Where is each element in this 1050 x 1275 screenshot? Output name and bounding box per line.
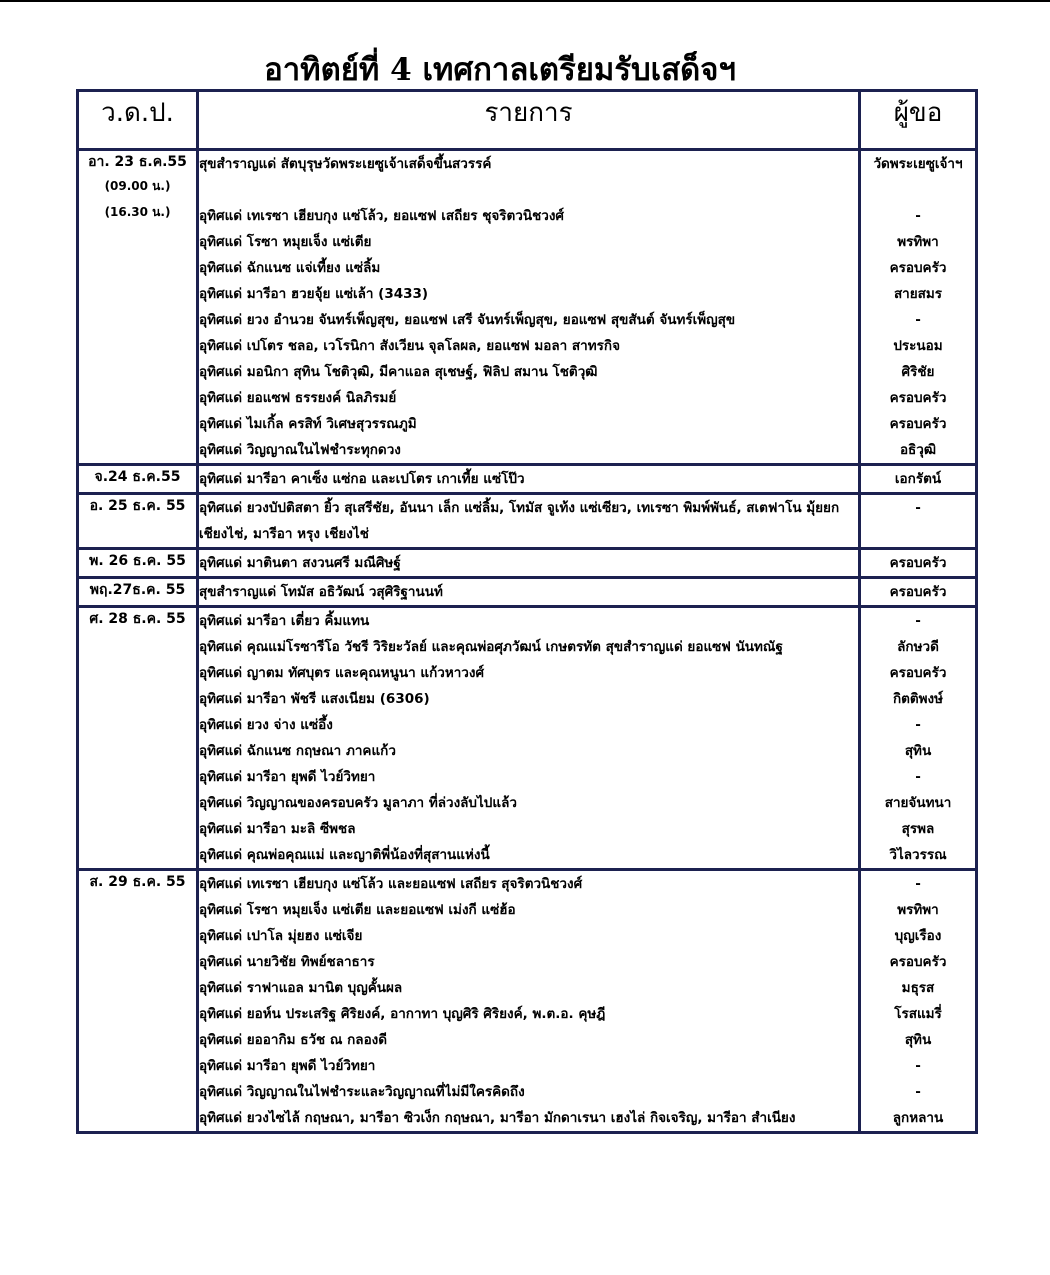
requester: บุญเรือง (894, 928, 942, 944)
list-item: อุทิศแด่ ญาตม ทัศบุตร และคุณหนูนา แก้วหาวงศ์ (199, 665, 485, 681)
list-item: อุทิศแด่ มารีอา พัชรี แสงเนียม (6306) (199, 691, 430, 707)
list-item: อุทิศแด่ วิญญาณในไฟชำระและวิญญาณที่ไม่มีใครคิดถึง (199, 1084, 525, 1100)
list-item: อุทิศแด่ นายวิชัย ทิพย์ชลาธาร (199, 954, 375, 970)
requester: - (915, 208, 921, 224)
header-date: ว.ด.ป. (78, 91, 198, 150)
list-item: อุทิศแด่ ยวงบัปติสตา ยิ้ว สุเสรีชัย, อันนา เล็ก แซ่ลิ้ม, โทมัส จูเท้ง แซ่เซียว, เทเรซา พิมพ์พันธ์, สเตฟาโน มุ้ยยก เชียงไช่, มารีอา หรุง เชียงไช่ (199, 500, 840, 542)
date-cell: พฤ.27ธ.ค. 55 (78, 578, 198, 607)
items-cell (198, 607, 860, 870)
requester: อธิวุฒิ (899, 442, 937, 458)
list-item: สุขสำราญแด่ โทมัส อธิวัฒน์ วสุศิริฐานนท์ (199, 584, 443, 600)
requester: - (915, 312, 921, 328)
list-item: อุทิศแด่ มารีอา เตี่ยว คิ้มแทน (199, 613, 370, 629)
date-cell: อา. 23 ธ.ค.55 (09.00 น.) (16.30 น.) (78, 150, 198, 465)
requester: - (915, 769, 921, 785)
items-cell (198, 870, 860, 1133)
requester: ครอบครัว (889, 954, 947, 970)
date-cell: พ. 26 ธ.ค. 55 (78, 549, 198, 578)
requester: สายสมร (893, 286, 943, 302)
requester: วัดพระเยซูเจ้าฯ (873, 156, 963, 172)
list-item: อุทิศแด่ มารีอา มะลิ ซีพชล (199, 821, 356, 837)
requester: ศิริชัย (901, 364, 935, 380)
items-cell (198, 578, 860, 607)
table-row (78, 607, 977, 870)
table-row (78, 150, 977, 465)
requester: ครอบครัว (889, 260, 947, 276)
requester: - (915, 500, 921, 516)
list-item: อุทิศแด่ เปาโล มุ่ยฮง แซ่เจีย (199, 928, 363, 944)
header-row (78, 91, 977, 150)
list-item: อุทิศแด่ ไมเกิ้ล ครสิท์ วิเศษสุวรรณภูมิ (199, 416, 417, 432)
requester: พรทิพา (897, 234, 939, 250)
list-item: อุทิศแด่ เปโตร ชลอ, เวโรนิกา สังเวียน จุลโลผล, ยอแซฟ มอลา สาทรกิจ (199, 338, 620, 354)
requester: - (915, 717, 921, 733)
date-cell: จ.24 ธ.ค.55 (78, 465, 198, 494)
requester: พรทิพา (897, 902, 939, 918)
page-title: อาทิตย์ที่ 4 เทศกาลเตรียมรับเสด็จฯ (264, 52, 736, 88)
list-item: อุทิศแด่ มารีอา คาเซ็ง แซ่กอ และเปโตร เกาเที้ย แซ่โป๊ว (199, 471, 525, 487)
table-row (78, 465, 977, 494)
header-requester: ผู้ขอ (860, 91, 977, 150)
table-row (78, 578, 977, 607)
list-item: อุทิศแด่ มารีอา ฮวยจุ้ย แซ่เล้า (3433) (199, 286, 429, 302)
requester: ประนอม (893, 338, 943, 354)
requester: ลูกหลาน (892, 1110, 944, 1126)
list-item: อุทิศแด่ วิญญาณในไฟชำระทุกดวง (199, 442, 401, 458)
list-item: อุทิศแด่ ยวงไซไล้ กฤษณา, มารีอา ซิวเง็ก กฤษณา, มารีอา มักดาเรนา เฮงไล่ กิจเจริญ, มารีอา สำเนียง (199, 1110, 796, 1126)
date-cell: ศ. 28 ธ.ค. 55 (78, 607, 198, 870)
requester: ครอบครัว (889, 584, 947, 600)
requester: ลักษวดี (897, 639, 939, 655)
list-item: อุทิศแด่ โรซา หมุยเจ็ง แซ่เตีย (199, 234, 372, 250)
list-item: อุทิศแด่ ยวง จ่าง แซ่อึ้ง (199, 717, 333, 733)
requester-cell (860, 578, 977, 607)
date-cell: ส. 29 ธ.ค. 55 (78, 870, 198, 1133)
requester-cell (860, 494, 977, 549)
requester-cell (860, 549, 977, 578)
list-item: อุทิศแด่ ยออากิม ธวัช ณ กลองดี (199, 1032, 388, 1048)
requester: - (915, 1058, 921, 1074)
table-row (78, 870, 977, 1133)
list-item: อุทิศแด่ มารีอา ยุพดี ไวย์วิทยา (199, 769, 376, 785)
list-item: อุทิศแด่ มารีอา ยุพดี ไวย์วิทยา (199, 1058, 376, 1074)
requester-cell (860, 465, 977, 494)
requester-cell (860, 607, 977, 870)
list-item: อุทิศแด่ วิญญาณของครอบครัว มูลาภา ที่ล่วงลับไปแล้ว (199, 795, 517, 811)
requester: ครอบครัว (889, 665, 947, 681)
requester: วิไลวรรณ (889, 847, 947, 863)
table-row (78, 494, 977, 549)
requester: กิตติพงษ์ (892, 691, 944, 707)
requester: ครอบครัว (889, 555, 947, 571)
requester: เอกรัตน์ (894, 471, 942, 487)
header-items: รายการ (198, 91, 860, 150)
requester: มธุรส (901, 980, 935, 996)
requester: ครอบครัว (889, 416, 947, 432)
list-item: อุทิศแด่ เทเรซา เฮียบกุง แซ่โล้ว และยอแซฟ เสถียร สุจริตวนิชวงศ์ (199, 876, 583, 892)
top-rule (0, 0, 1050, 2)
list-item: อุทิศแด่ คุณแม่โรซารีโอ วัชรี วิริยะวัลย์ และคุณพ่อศุภวัฒน์ เกษตรทัต สุขสำราญแด่ ยอแซฟ นันทณัฐ (199, 639, 783, 655)
list-item: สุขสำราญแด่ สัตบุรุษวัดพระเยซูเจ้าเสด็จขึ้นสวรรค์ (199, 156, 492, 172)
items-cell (198, 494, 860, 549)
mass-intention-table (76, 89, 978, 1134)
list-item: อุทิศแด่ โรซา หมุยเจ็ง แซ่เตีย และยอแซฟ เม่งกี แซ่ฮ้อ (199, 902, 516, 918)
requester: - (915, 613, 921, 629)
list-item: อุทิศแด่ ฉักแนซ กฤษณา ภาคแก้ว (199, 743, 396, 759)
items-cell (198, 549, 860, 578)
items-cell (198, 465, 860, 494)
requester-cell (860, 870, 977, 1133)
list-item: อุทิศแด่ ยอห์น ประเสริฐ ศิริยงค์, อากาทา บุญศิริ ศิริยงค์, พ.ต.อ. คุษฎี (199, 1006, 606, 1022)
list-item: อุทิศแด่ เทเรซา เฮียบกุง แซ่โล้ว, ยอแซฟ เสถียร ชุจริตวนิชวงศ์ (199, 208, 564, 224)
requester: - (915, 876, 921, 892)
requester: - (915, 1084, 921, 1100)
list-item: อุทิศแด่ มอนิกา สุทิน โชติวุฒิ, มีคาแอล สุเชษฐ์, ฟิลิป สมาน โชติวุฒิ (199, 364, 598, 380)
list-item: อุทิศแด่ คุณพ่อคุณแม่ และญาติพี่น้องที่สุสานแห่งนี้ (199, 847, 490, 863)
requester: สายจันทนา (884, 795, 952, 811)
list-item: อุทิศแด่ ยวง อำนวย จันทร์เพ็ญสุข, ยอแซฟ เสรี จันทร์เพ็ญสุข, ยอแซฟ สุขสันต์ จันทร์เพ็ญสุข (199, 312, 736, 328)
requester-cell (860, 150, 977, 465)
requester: สุทิน (904, 743, 932, 759)
list-item: อุทิศแด่ ราฟาแอล มานิต บุญคั้นผล (199, 980, 403, 996)
table-row (78, 549, 977, 578)
requester: สุทิน (904, 1032, 932, 1048)
list-item: อุทิศแด่ มาตินตา สงวนศรี มณีศิษฐ์ (199, 555, 401, 571)
requester: สุรพล (901, 821, 935, 837)
date-cell: อ. 25 ธ.ค. 55 (78, 494, 198, 549)
list-item: อุทิศแด่ ยอแซฟ ธรรยงค์ นิลภิรมย์ (199, 390, 397, 406)
requester: โรสแมรี่ (894, 1006, 942, 1022)
list-item: อุทิศแด่ ฉักแนซ แจ่เที้ยง แซ่ลิ้ม (199, 260, 381, 276)
requester: ครอบครัว (889, 390, 947, 406)
items-cell (198, 150, 860, 465)
